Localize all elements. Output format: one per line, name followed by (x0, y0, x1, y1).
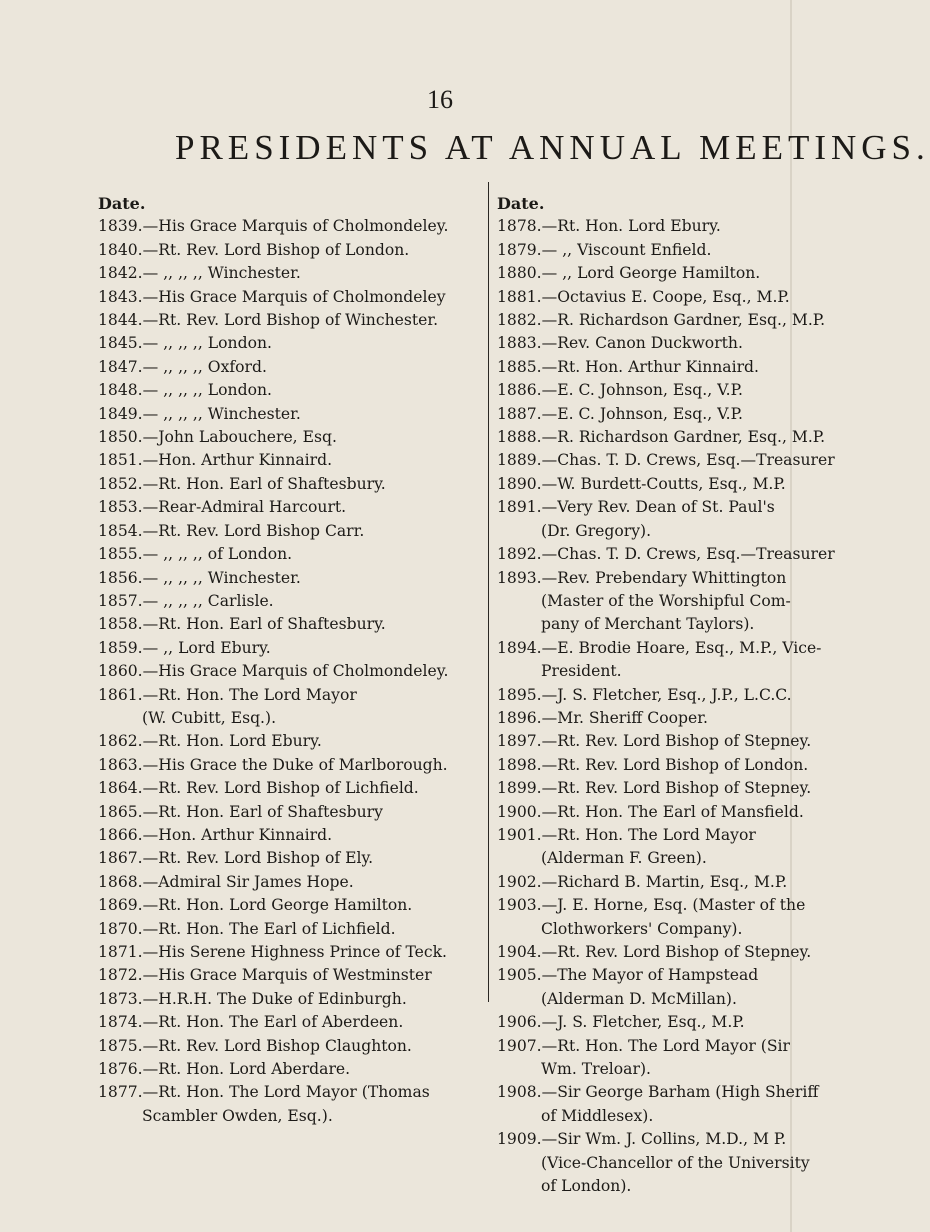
page-title: PRESIDENTS AT ANNUAL MEETINGS. (175, 128, 930, 167)
president-entry (497, 824, 795, 871)
entry-continuation: Scambler Owden, Esq.). (142, 1106, 333, 1125)
president-entry (497, 215, 795, 238)
president-entry (98, 871, 488, 894)
entry-line: 1854.—Rt. Rev. Lord Bishop Carr. (98, 521, 365, 540)
entry-line: 1880.— ,, Lord George Hamilton. (497, 264, 761, 283)
entry-line: 1848.— ,, ,, ,, London. (98, 381, 272, 400)
president-entry (98, 1035, 488, 1058)
entry-line: 1896.—Mr. Sheriff Cooper. (497, 708, 708, 727)
entry-line: 1903.—J. E. Horne, Esq. (Master of the (497, 896, 806, 915)
president-entry (98, 215, 488, 238)
president-entry (98, 1081, 488, 1128)
entry-continuation: pany of Merchant Taylors). (541, 615, 755, 634)
president-entry (98, 496, 488, 519)
entry-line: 1856.— ,, ,, ,, Winchester. (98, 568, 301, 587)
entry-line: 1857.— ,, ,, ,, Carlisle. (98, 591, 274, 610)
entry-line: 1865.—Rt. Hon. Earl of Shaftesbury (98, 802, 383, 821)
entry-line: 1852.—Rt. Hon. Earl of Shaftesbury. (98, 474, 386, 493)
president-entry (497, 1035, 795, 1082)
president-entry (98, 941, 488, 964)
president-entry (98, 730, 488, 753)
entry-line: 1861.—Rt. Hon. The Lord Mayor (98, 685, 357, 704)
entry-line: 1867.—Rt. Rev. Lord Bishop of Ely. (98, 849, 374, 868)
president-entry (98, 1058, 488, 1081)
column-divider (488, 182, 489, 1002)
entry-line: 1868.—Admiral Sir James Hope. (98, 872, 354, 891)
president-entry (98, 449, 488, 472)
entry-continuation: (Alderman F. Green). (541, 849, 707, 868)
president-entry (497, 309, 826, 332)
entry-line: 1899.—Rt. Rev. Lord Bishop of Stepney. (497, 779, 812, 798)
president-entry (98, 918, 488, 941)
entry-line: 1872.—His Grace Marquis of Westminster (98, 966, 432, 985)
entry-line: 1860.—His Grace Marquis of Cholmondeley. (98, 662, 449, 681)
president-entry (98, 1011, 488, 1034)
right-entry-list (497, 215, 835, 1198)
right-date-heading: Date. (497, 194, 545, 213)
president-entry (497, 1128, 810, 1198)
entry-line: 1851.—Hon. Arthur Kinnaird. (98, 451, 333, 470)
president-entry (98, 847, 488, 870)
president-entry (497, 684, 795, 707)
president-entry (98, 379, 488, 402)
president-entry (497, 379, 795, 402)
left-entry-list (98, 215, 488, 1128)
president-entry (98, 286, 488, 309)
president-entry (98, 403, 488, 426)
president-entry (497, 426, 826, 449)
entry-line: 1877.—Rt. Hon. The Lord Mayor (Thomas (98, 1083, 430, 1102)
entry-line: 1894.—E. Brodie Hoare, Esq., M.P., Vice- (497, 638, 822, 657)
entry-line: 1843.—His Grace Marquis of Cholmondeley (98, 287, 446, 306)
president-entry (497, 239, 795, 262)
entry-continuation: (Master of the Worshipful Com- (541, 591, 791, 610)
president-entry (98, 426, 488, 449)
president-entry (98, 684, 488, 731)
entry-line: 1895.—J. S. Fletcher, Esq., J.P., L.C.C. (497, 685, 792, 704)
entry-line: 1897.—Rt. Rev. Lord Bishop of Stepney. (497, 732, 812, 751)
president-entry (497, 637, 822, 684)
entry-line: 1842.— ,, ,, ,, Winchester. (98, 264, 301, 283)
president-entry (98, 613, 488, 636)
president-entry (98, 567, 488, 590)
entry-line: 1898.—Rt. Rev. Lord Bishop of London. (497, 755, 809, 774)
president-entry (98, 332, 488, 355)
entry-line: 1863.—His Grace the Duke of Marlborough. (98, 755, 448, 774)
president-entry (497, 801, 804, 824)
page-number: 16 (427, 85, 453, 114)
entry-continuation: of Middlesex). (541, 1106, 654, 1125)
entry-line: 1874.—Rt. Hon. The Earl of Aberdeen. (98, 1013, 404, 1032)
entry-continuation: President. (541, 662, 622, 681)
president-entry (497, 1011, 795, 1034)
entry-line: 1873.—H.R.H. The Duke of Edinburgh. (98, 989, 407, 1008)
entry-continuation: Clothworkers' Company). (541, 919, 743, 938)
entry-line: 1889.—Chas. T. D. Crews, Esq.—Treasurer (497, 451, 835, 470)
president-entry (98, 894, 488, 917)
president-entry (497, 567, 795, 637)
entry-line: 1876.—Rt. Hon. Lord Aberdare. (98, 1060, 351, 1079)
president-entry (98, 988, 488, 1011)
left-column (98, 192, 488, 1128)
entry-line: 1847.— ,, ,, ,, Oxford. (98, 357, 267, 376)
president-entry (497, 543, 835, 566)
entry-line: 1908.—Sir George Barham (High Sheriff (497, 1083, 819, 1102)
president-entry (98, 356, 488, 379)
entry-line: 1855.— ,, ,, ,, of London. (98, 545, 293, 564)
president-entry (98, 824, 488, 847)
entry-line: 1864.—Rt. Rev. Lord Bishop of Lichfield. (98, 779, 419, 798)
entry-line: 1840.—Rt. Rev. Lord Bishop of London. (98, 240, 410, 259)
entry-line: 1887.—E. C. Johnson, Esq., V.P. (497, 404, 743, 423)
entry-line: 1901.—Rt. Hon. The Lord Mayor (497, 825, 756, 844)
entry-line: 1879.— ,, Viscount Enfield. (497, 240, 712, 259)
president-entry (98, 520, 488, 543)
president-entry (98, 801, 488, 824)
president-entry (497, 356, 795, 379)
entry-line: 1881.—Octavius E. Coope, Esq., M.P. (497, 287, 790, 306)
president-entry (497, 777, 812, 800)
president-entry (497, 262, 795, 285)
entry-line: 1869.—Rt. Hon. Lord George Hamilton. (98, 896, 413, 915)
entry-line: 1902.—Richard B. Martin, Esq., M.P. (497, 872, 788, 891)
president-entry (98, 964, 488, 987)
entry-line: 1862.—Rt. Hon. Lord Ebury. (98, 732, 322, 751)
entry-line: 1890.—W. Burdett-Coutts, Esq., M.P. (497, 474, 786, 493)
entry-line: 1849.— ,, ,, ,, Winchester. (98, 404, 301, 423)
president-entry (497, 449, 835, 472)
entry-continuation: (Dr. Gregory). (541, 521, 652, 540)
president-entry (98, 590, 488, 613)
entry-line: 1870.—Rt. Hon. The Earl of Lichfield. (98, 919, 396, 938)
president-entry (98, 777, 488, 800)
right-column (497, 192, 835, 1198)
president-entry (497, 332, 795, 355)
entry-line: 1891.—Very Rev. Dean of St. Paul's (497, 498, 775, 517)
entry-line: 1906.—J. S. Fletcher, Esq., M.P. (497, 1013, 745, 1032)
entry-line: 1907.—Rt. Hon. The Lord Mayor (Sir (497, 1036, 790, 1055)
entry-line: 1853.—Rear-Admiral Harcourt. (98, 498, 347, 517)
president-entry (497, 473, 795, 496)
entry-line: 1850.—John Labouchere, Esq. (98, 428, 337, 447)
entry-line: 1875.—Rt. Rev. Lord Bishop Claughton. (98, 1036, 412, 1055)
president-entry (98, 754, 488, 777)
entry-line: 1886.—E. C. Johnson, Esq., V.P. (497, 381, 743, 400)
entry-line: 1892.—Chas. T. D. Crews, Esq.—Treasurer (497, 545, 835, 564)
president-entry (497, 496, 795, 543)
president-entry (497, 286, 795, 309)
president-entry (497, 871, 795, 894)
entry-line: 1859.— ,, Lord Ebury. (98, 638, 271, 657)
entry-line: 1893.—Rev. Prebendary Whittington (497, 568, 787, 587)
entry-continuation: (W. Cubitt, Esq.). (142, 708, 277, 727)
entry-line: 1845.— ,, ,, ,, London. (98, 334, 272, 353)
president-entry (497, 1081, 819, 1128)
entry-line: 1904.—Rt. Rev. Lord Bishop of Stepney. (497, 943, 812, 961)
president-entry (98, 543, 488, 566)
entry-line: 1858.—Rt. Hon. Earl of Shaftesbury. (98, 615, 386, 634)
entry-line: 1885.—Rt. Hon. Arthur Kinnaird. (497, 357, 759, 376)
president-entry (497, 894, 806, 941)
president-entry (497, 941, 812, 964)
entry-line: 1871.—His Serene Highness Prince of Teck. (98, 943, 448, 961)
entry-line: 1900.—Rt. Hon. The Earl of Mansfield. (497, 802, 804, 821)
entry-line: 1905.—The Mayor of Hampstead (497, 966, 759, 985)
entry-line: 1882.—R. Richardson Gardner, Esq., M.P. (497, 311, 826, 330)
president-entry (497, 403, 795, 426)
entry-continuation: Wm. Treloar). (541, 1060, 651, 1079)
president-entry (497, 754, 809, 777)
president-entry (497, 707, 795, 730)
entry-line: 1839.—His Grace Marquis of Cholmondeley. (98, 217, 449, 236)
entry-continuation: (Alderman D. McMillan). (541, 989, 737, 1008)
entry-line: 1844.—Rt. Rev. Lord Bishop of Winchester. (98, 311, 439, 330)
president-entry (98, 473, 488, 496)
president-entry (98, 239, 488, 262)
entry-continuation: of London). (541, 1177, 632, 1196)
entry-line: 1909.—Sir Wm. J. Collins, M.D., M P. (497, 1130, 787, 1149)
president-entry (98, 262, 488, 285)
left-date-heading: Date. (98, 194, 146, 213)
entry-line: 1878.—Rt. Hon. Lord Ebury. (497, 217, 721, 236)
president-entry (497, 730, 812, 753)
entry-line: 1883.—Rev. Canon Duckworth. (497, 334, 743, 353)
entry-line: 1866.—Hon. Arthur Kinnaird. (98, 825, 333, 844)
president-entry (98, 660, 488, 683)
president-entry (497, 964, 795, 1011)
entry-continuation: (Vice-Chancellor of the University (541, 1153, 810, 1172)
president-entry (98, 637, 488, 660)
president-entry (98, 309, 488, 332)
entry-line: 1888.—R. Richardson Gardner, Esq., M.P. (497, 428, 826, 447)
